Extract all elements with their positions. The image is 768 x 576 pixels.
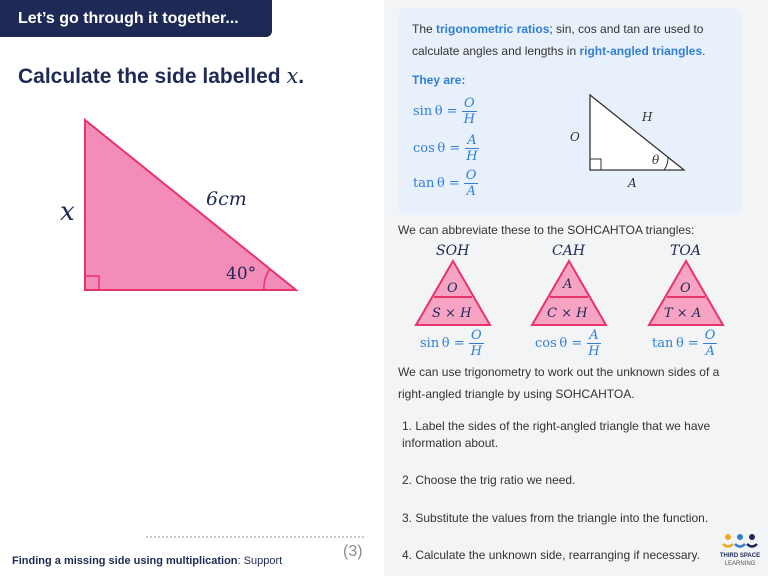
cah-title: CAH xyxy=(552,243,586,259)
ref-a-label: A xyxy=(628,176,637,190)
soh-formula: sin θ = $\frac{O}{H}$ xyxy=(420,328,482,359)
cah-triangle xyxy=(532,261,606,325)
toa-triangle xyxy=(649,261,723,325)
footer-topic: Finding a missing side using multiplication: Support xyxy=(12,555,283,567)
cah-top: A xyxy=(563,277,573,292)
step-3: 3. Substitute the values from the triangle into the function. xyxy=(402,511,709,525)
step-2: 2. Choose the trig ratio we need. xyxy=(402,473,576,487)
soh-top: O xyxy=(447,281,458,296)
page-number: (3) xyxy=(343,543,363,560)
hypotenuse-label: 6cm xyxy=(206,188,247,210)
toa-bottom: T × A xyxy=(664,306,702,321)
ref-h-label: H xyxy=(642,110,653,124)
cah-bottom: C × H xyxy=(547,306,588,321)
toa-formula: tan θ = $\frac{O}{A}$ xyxy=(652,328,716,359)
sin-formula: sin θ = $\frac{O}{H}$ xyxy=(413,96,475,127)
question-text: Calculate the side labelled x. xyxy=(18,64,305,88)
cos-formula: cos θ = $\frac{A}{H}$ xyxy=(413,133,478,164)
they-are-label: They are: xyxy=(412,73,466,87)
toa-top: O xyxy=(680,281,691,296)
cah-formula: cos θ = $\frac{A}{H}$ xyxy=(535,328,600,359)
side-x-label: x xyxy=(60,197,75,227)
angle-label: 40° xyxy=(226,264,257,284)
soh-triangle xyxy=(416,261,490,325)
ref-o-label: O xyxy=(570,130,580,144)
section-header: Let’s go through it together... xyxy=(0,0,272,37)
logo-text: THIRD SPACE LEARNING xyxy=(719,553,761,567)
tan-formula: tan θ = $\frac{O}{A}$ xyxy=(413,168,477,199)
abbreviate-text: We can abbreviate these to the SOHCAHTOA triangles: xyxy=(398,223,695,237)
toa-title: TOA xyxy=(670,243,701,259)
ref-theta-label: θ xyxy=(652,153,660,167)
step-4: 4. Calculate the unknown side, rearranging if necessary. xyxy=(402,548,700,562)
logo-icon xyxy=(720,532,760,550)
soh-title: SOH xyxy=(436,243,470,259)
step-1: 1. Label the sides of the right-angled triangle that we have information about. xyxy=(402,419,711,450)
use-trig-text: We can use trigonometry to work out the unknown sides of a right-angled triangle by using SOHCAHTOA. xyxy=(398,365,720,401)
soh-bottom: S × H xyxy=(432,306,472,321)
info-text: The trigonometric ratios; sin, cos and tan are used to calculate angles and lengths in right-angled triangles. xyxy=(412,22,706,58)
